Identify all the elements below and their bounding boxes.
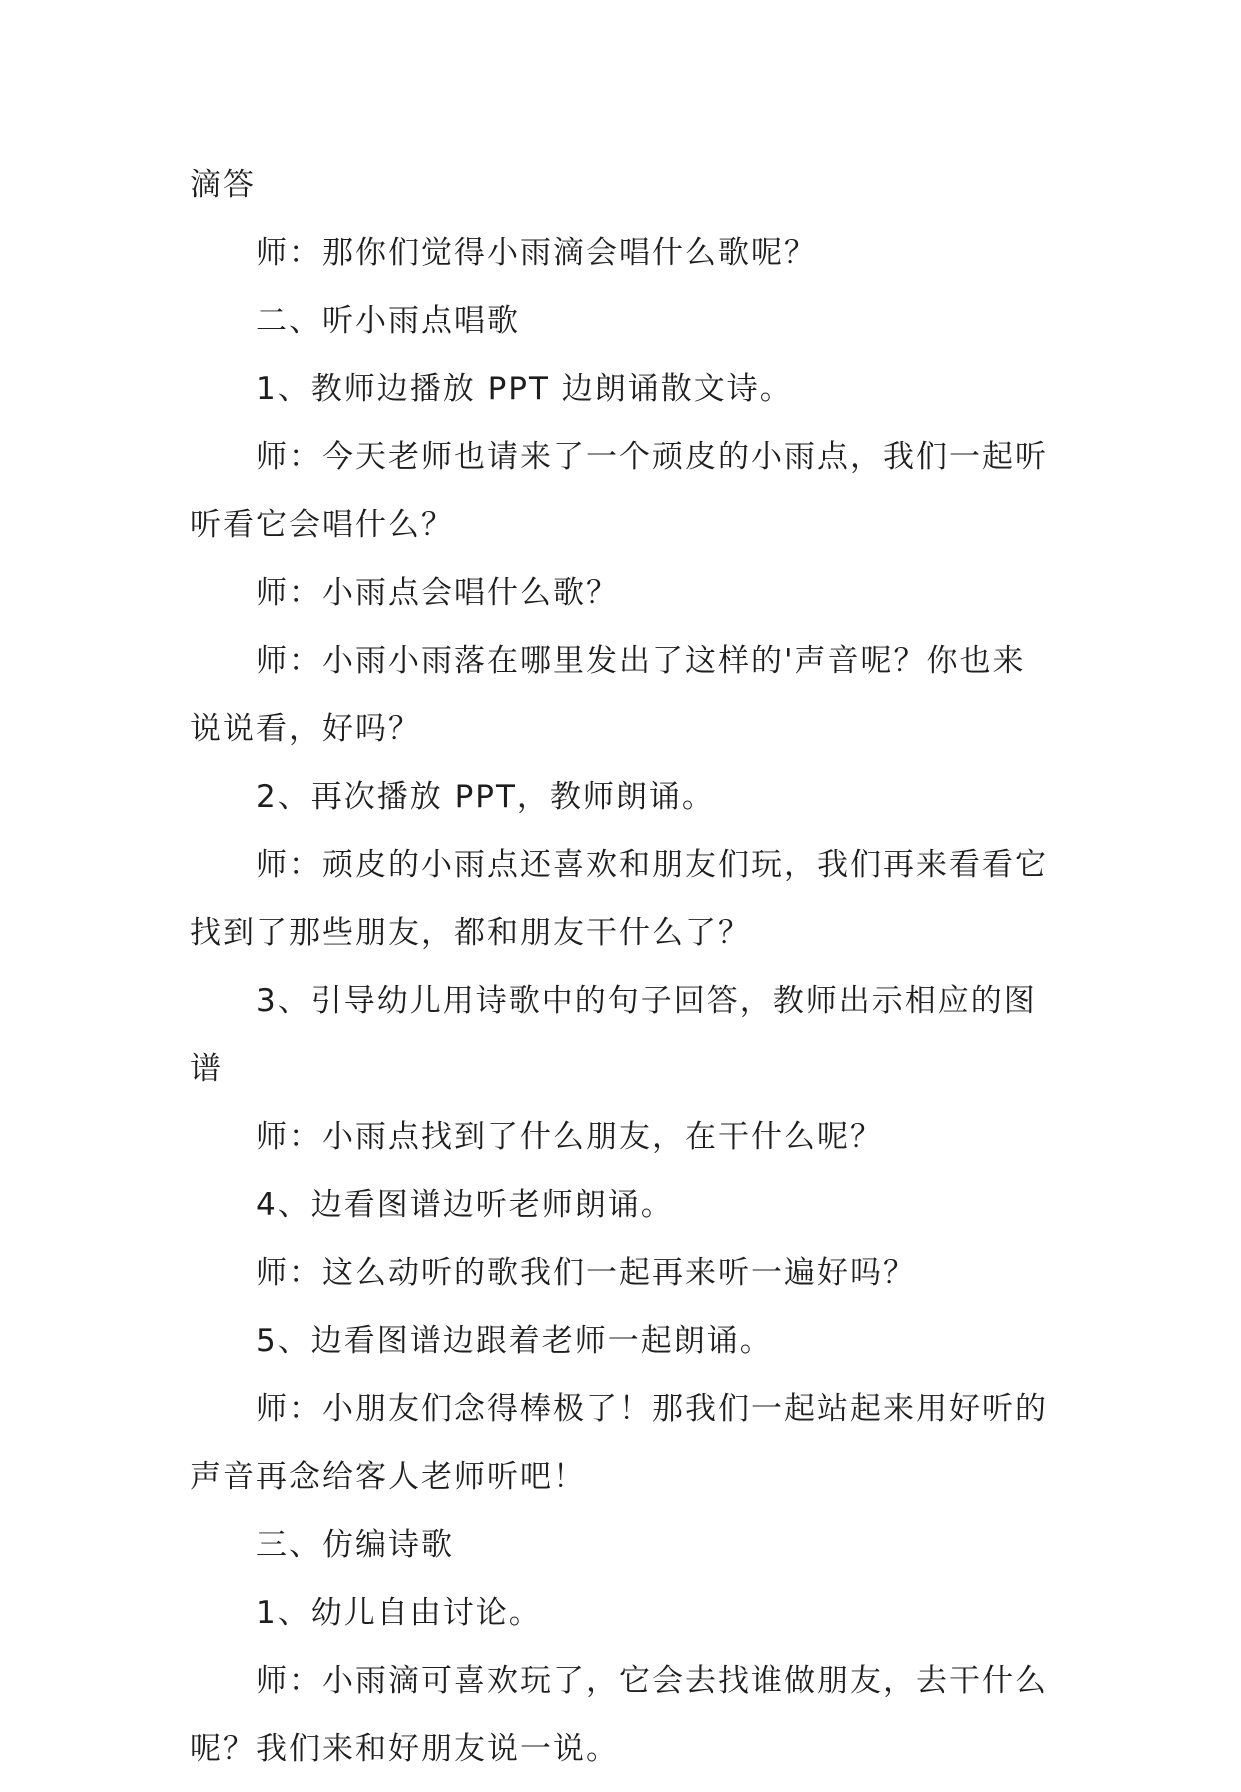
text-line: 滴答 (190, 167, 256, 203)
step-item: 3、引导幼儿用诗歌中的句子回答，教师出示相应的图 (256, 983, 1037, 1019)
text-line: 师：那你们觉得小雨滴会唱什么歌呢？ (256, 235, 817, 271)
step-item: 2、再次播放 PPT，教师朗诵。 (256, 779, 715, 815)
text-line: 师：顽皮的小雨点还喜欢和朋友们玩，我们再来看看它 (256, 847, 1048, 883)
text-line: 师：小朋友们念得棒极了！那我们一起站起来用好听的 (256, 1391, 1048, 1427)
step-item: 1、幼儿自由讨论。 (256, 1595, 542, 1631)
text-line: 听看它会唱什么？ (190, 507, 454, 543)
text-line: 师：小雨点会唱什么歌？ (256, 575, 619, 611)
document-body (190, 160, 1060, 1792)
text-line: 师：今天老师也请来了一个顽皮的小雨点，我们一起听 (256, 439, 1048, 475)
step-item: 1、教师边播放 PPT 边朗诵散文诗。 (256, 371, 793, 407)
text-line: 声音再念给客人老师听吧！ (190, 1459, 586, 1495)
text-line: 师：这么动听的歌我们一起再来听一遍好吗？ (256, 1255, 916, 1291)
text-line: 呢？我们来和好朋友说一说。 (190, 1731, 619, 1767)
step-item: 5、边看图谱边跟着老师一起朗诵。 (256, 1323, 773, 1359)
step-item: 4、边看图谱边听老师朗诵。 (256, 1187, 674, 1223)
section-heading: 三、仿编诗歌 (256, 1527, 454, 1563)
text-line: 师：小雨小雨落在哪里发出了这样的'声音呢？你也来 (256, 643, 1026, 679)
text-line: 师：小雨点找到了什么朋友，在干什么呢？ (256, 1119, 883, 1155)
text-line: 找到了那些朋友，都和朋友干什么了？ (190, 915, 751, 951)
text-line: 说说看，好吗？ (190, 711, 421, 747)
text-line: 师：小雨滴可喜欢玩了，它会去找谁做朋友，去干什么 (256, 1663, 1048, 1699)
text-line: 谱 (190, 1051, 223, 1087)
section-heading: 二、听小雨点唱歌 (256, 303, 520, 339)
